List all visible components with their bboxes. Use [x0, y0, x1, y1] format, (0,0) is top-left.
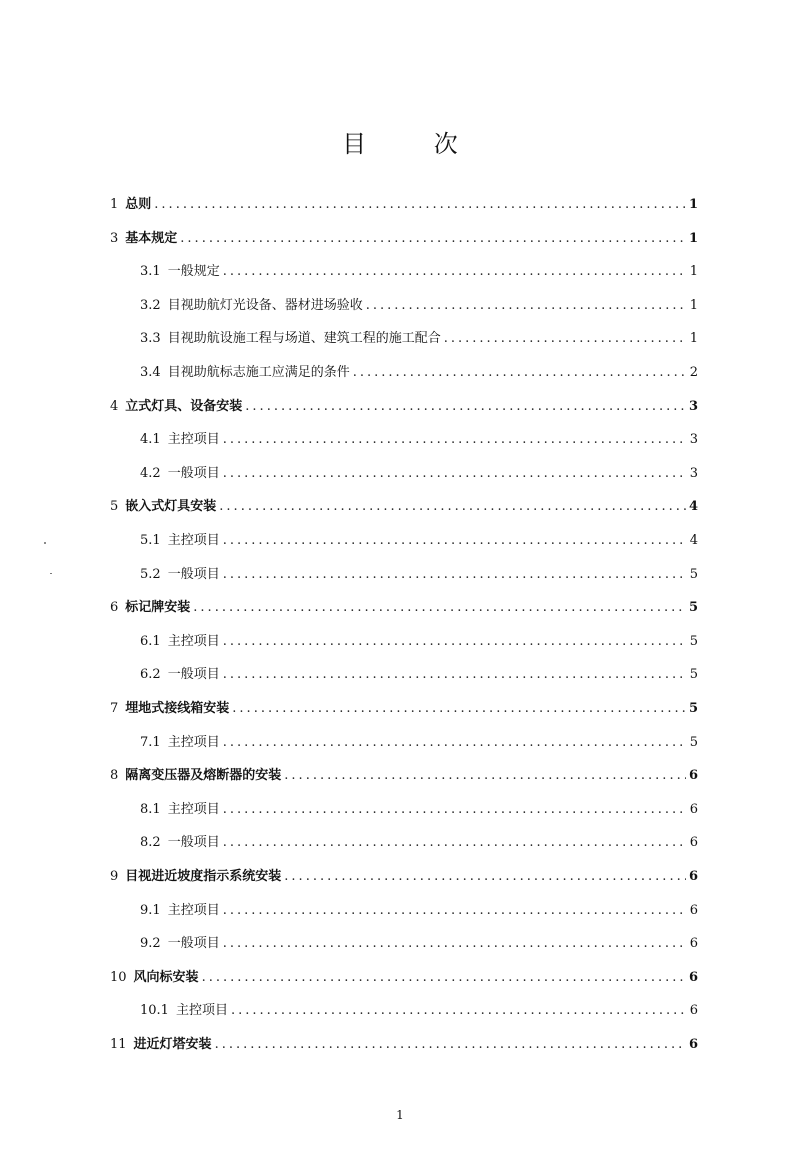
- toc-entry-number: 5.1: [140, 533, 161, 548]
- toc-entry-number: 6.1: [140, 633, 161, 649]
- toc-entry[interactable]: [140, 631, 698, 653]
- toc-entry-number: 3: [110, 230, 119, 246]
- toc-entry-page: 4: [689, 533, 698, 548]
- toc-entry[interactable]: [140, 429, 698, 451]
- toc-entry-number: 7: [110, 701, 119, 716]
- toc-entry-label: 一般项目: [167, 667, 220, 683]
- toc-entry-number: 4.1: [140, 432, 161, 448]
- toc-leader-dots: [232, 698, 686, 720]
- toc-entry-page: 5: [688, 600, 698, 616]
- toc-entry-number: 7.1: [140, 734, 161, 750]
- toc-entry-page: 1: [688, 230, 698, 246]
- scan-speck: [44, 542, 46, 544]
- toc-entry-label: 主控项目: [167, 432, 220, 448]
- toc-entry-page: 3: [688, 398, 698, 414]
- toc-leader-dots: [154, 194, 686, 216]
- toc-leader-dots: [223, 463, 687, 485]
- toc-entry[interactable]: [140, 900, 698, 922]
- toc-entry-page: 1: [689, 264, 698, 280]
- toc-leader-dots: [223, 832, 687, 854]
- toc-entry-page: 6: [688, 969, 698, 985]
- scan-speck: [50, 573, 52, 574]
- page-number-footer: 1: [396, 1108, 404, 1122]
- toc-entry[interactable]: [140, 463, 698, 485]
- toc-entry-number: 8.1: [140, 801, 161, 817]
- toc-entry-label: 风向标安装: [133, 969, 199, 985]
- toc-entry-label: 一般项目: [167, 566, 220, 582]
- toc-entry[interactable]: [140, 295, 698, 317]
- toc-entry-page: 6: [689, 902, 698, 918]
- toc-entry[interactable]: [140, 732, 698, 754]
- toc-entry-page: 4: [688, 499, 698, 515]
- toc-leader-dots: [219, 496, 686, 518]
- toc-entry[interactable]: [110, 866, 698, 888]
- toc-entry-label: 基本规定: [125, 230, 178, 246]
- toc-entry-page: 6: [689, 936, 698, 952]
- toc-leader-dots: [444, 328, 687, 350]
- toc-leader-dots: [223, 900, 687, 922]
- toc-leader-dots: [215, 1034, 686, 1056]
- toc-entry-label: 目视助航灯光设备、器材进场验收: [167, 297, 363, 313]
- toc-entry-label: 主控项目: [167, 633, 220, 649]
- toc-entry-label: 目视助航标志施工应满足的条件: [167, 365, 350, 380]
- toc-entry-label: 隔离变压器及熔断器的安装: [125, 768, 282, 784]
- toc-entry-label: 目视助航设施工程与场道、建筑工程的施工配合: [167, 331, 441, 347]
- toc-entry-label: 一般规定: [167, 264, 220, 280]
- toc-entry-label: 总则: [125, 197, 152, 212]
- toc-entry[interactable]: [110, 496, 698, 518]
- toc-entry-label: 进近灯塔安装: [133, 1037, 212, 1052]
- toc-entry-number: 3.3: [140, 331, 161, 347]
- toc-entry-page: 1: [688, 197, 698, 212]
- toc-entry[interactable]: [110, 698, 698, 720]
- toc-entry-page: 6: [688, 1037, 698, 1052]
- toc-entry-label: 主控项目: [167, 801, 220, 817]
- toc-entry[interactable]: [110, 967, 698, 989]
- toc-leader-dots: [223, 429, 687, 451]
- toc-leader-dots: [223, 799, 687, 821]
- page-title: 目 次: [342, 130, 488, 158]
- toc-entry-number: 3.2: [140, 297, 161, 313]
- toc-entry-page: 5: [689, 667, 698, 683]
- toc-leader-dots: [353, 362, 687, 384]
- toc-entry-label: 埋地式接线箱安装: [125, 701, 230, 716]
- toc-entry-label: 一般项目: [167, 465, 220, 481]
- toc-entry[interactable]: [140, 564, 698, 586]
- toc-entry[interactable]: [140, 530, 698, 552]
- toc-entry-label: 目视进近坡度指示系统安装: [125, 869, 282, 884]
- toc-entry-number: 3.1: [140, 264, 161, 280]
- toc-entry-label: 标记牌安装: [125, 600, 191, 616]
- toc-leader-dots: [223, 631, 687, 653]
- toc-entry[interactable]: [110, 194, 698, 216]
- toc-entry[interactable]: [140, 328, 698, 350]
- toc-entry-page: 6: [689, 801, 698, 817]
- toc-entry-page: 5: [689, 566, 698, 582]
- toc-entry-number: 8: [110, 768, 119, 784]
- toc-entry-page: 5: [688, 701, 698, 716]
- toc-entry-label: 主控项目: [175, 1003, 228, 1019]
- toc-entry[interactable]: [140, 1000, 698, 1022]
- toc-entry-label: 一般项目: [167, 835, 220, 851]
- toc-leader-dots: [366, 295, 687, 317]
- toc-entry[interactable]: [110, 597, 698, 619]
- toc-entry[interactable]: [110, 228, 698, 250]
- toc-entry-page: 3: [689, 432, 698, 448]
- toc-entry-page: 5: [689, 734, 698, 750]
- toc-entry-label: 嵌入式灯具安装: [125, 499, 217, 515]
- toc-entry-number: 9.1: [140, 902, 161, 918]
- toc-leader-dots: [231, 1000, 687, 1022]
- toc-entry-number: 3.4: [140, 365, 161, 380]
- toc-entry-page: 6: [689, 1003, 698, 1019]
- toc-entry[interactable]: [140, 664, 698, 686]
- toc-leader-dots: [202, 967, 686, 989]
- toc-leader-dots: [223, 261, 687, 283]
- toc-entry-page: 6: [689, 835, 698, 851]
- toc-entry-number: 1: [110, 197, 119, 212]
- toc-leader-dots: [223, 530, 687, 552]
- toc-entry-page: 1: [689, 331, 698, 347]
- toc-entry[interactable]: [140, 832, 698, 854]
- toc-entry[interactable]: [110, 1034, 698, 1056]
- toc-entry-label: 立式灯具、设备安装: [125, 398, 243, 414]
- toc-leader-dots: [284, 765, 686, 787]
- toc-entry-number: 10.1: [140, 1003, 169, 1019]
- toc-entry[interactable]: [140, 261, 698, 283]
- toc-entry-number: 6.2: [140, 667, 161, 683]
- toc-entry-number: 10: [110, 969, 127, 985]
- toc-entry-number: 8.2: [140, 835, 161, 851]
- toc-entry-number: 4.2: [140, 465, 161, 481]
- toc-entry-page: 5: [689, 633, 698, 649]
- toc-entry-page: 3: [689, 465, 698, 481]
- toc-entry-page: 6: [688, 869, 698, 884]
- toc-entry[interactable]: [110, 765, 698, 787]
- toc-entry-label: 一般项目: [167, 936, 220, 952]
- toc-entry-label: 主控项目: [167, 902, 220, 918]
- toc-entry-number: 9: [110, 869, 119, 884]
- toc-entry-number: 4: [110, 398, 119, 414]
- toc-entry[interactable]: [140, 933, 698, 955]
- toc-entry-number: 5.2: [140, 566, 161, 582]
- toc-entry-label: 主控项目: [167, 533, 220, 548]
- toc-entry-number: 11: [110, 1037, 127, 1052]
- toc-leader-dots: [180, 228, 686, 250]
- toc-entry[interactable]: [140, 799, 698, 821]
- toc-entry-number: 5: [110, 499, 119, 515]
- toc-entry-page: 2: [689, 365, 698, 380]
- toc-entry-page: 1: [689, 297, 698, 313]
- toc-entry-page: 6: [688, 768, 698, 784]
- toc-leader-dots: [223, 732, 687, 754]
- toc-entry-number: 9.2: [140, 936, 161, 952]
- toc-leader-dots: [223, 564, 687, 586]
- toc-leader-dots: [284, 866, 686, 888]
- toc-leader-dots: [223, 664, 687, 686]
- toc-entry[interactable]: [140, 362, 698, 384]
- toc-entry[interactable]: [110, 396, 698, 418]
- toc-entry-label: 主控项目: [167, 734, 220, 750]
- toc-leader-dots: [223, 933, 687, 955]
- toc-leader-dots: [245, 396, 686, 418]
- toc-entry-number: 6: [110, 600, 119, 616]
- toc-leader-dots: [193, 597, 686, 619]
